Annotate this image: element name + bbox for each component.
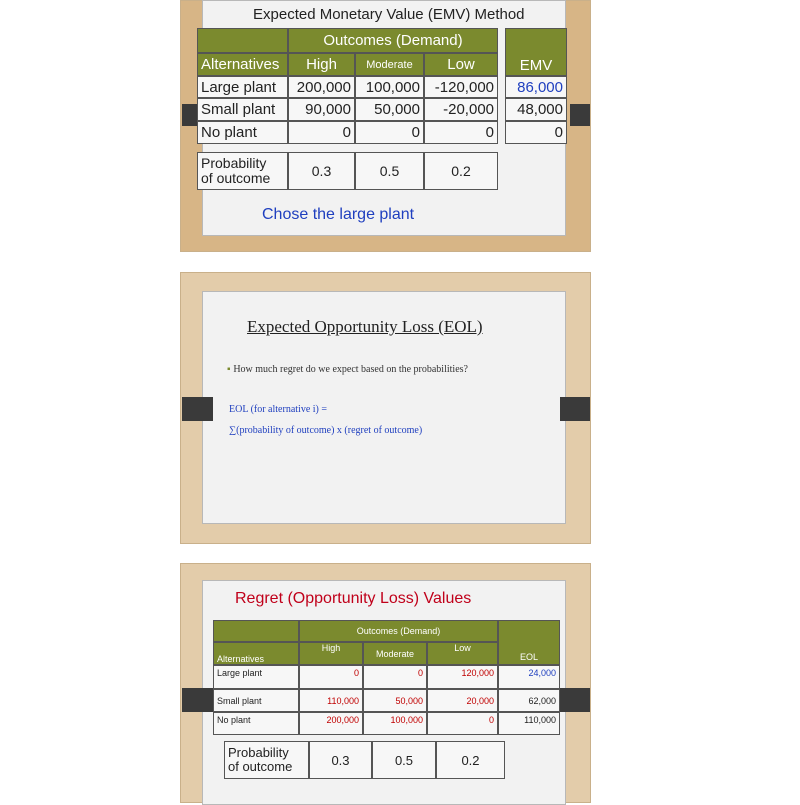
regret-outcomes-header: Outcomes (Demand): [299, 620, 498, 642]
eol-no-plant: 110,000: [498, 712, 560, 735]
slide-2-bullet-text: How much regret do we expect based on the probabilities?: [233, 364, 468, 375]
regret-probability-line1: Probability: [228, 745, 289, 760]
regret-probability-high: 0.3: [309, 741, 372, 779]
cell-small-high: 90,000: [288, 98, 355, 121]
emv-large-plant: 86,000: [505, 76, 567, 98]
regret-no-moderate: 100,000: [363, 712, 427, 735]
cell-large-low: -120,000: [424, 76, 498, 98]
outcomes-header: Outcomes (Demand): [288, 28, 498, 53]
slide-2: [202, 291, 566, 524]
regret-probability-line2: of outcome: [228, 759, 293, 774]
slide-2-left-tab: [182, 397, 213, 421]
probability-label-line2: of outcome: [201, 170, 271, 186]
probability-high: 0.3: [288, 152, 355, 190]
eol-formula-line2: ∑(probability of outcome) x (regret of outcome): [229, 425, 423, 436]
cell-large-moderate: 100,000: [355, 76, 424, 98]
regret-small-low: 20,000: [427, 689, 498, 712]
regret-small-moderate: 50,000: [363, 689, 427, 712]
slide-1-title: Expected Monetary Value (EMV) Method: [253, 6, 525, 23]
conclusion-text: Chose the large plant: [262, 206, 415, 223]
slide-3-title: Regret (Opportunity Loss) Values: [235, 590, 472, 607]
eol-small-plant: 62,000: [498, 689, 560, 712]
regret-alternatives-corner: [213, 620, 299, 642]
eol-large-plant: 24,000: [498, 665, 560, 689]
regret-probability-low: 0.2: [436, 741, 505, 779]
regret-col-moderate: Moderate: [363, 642, 427, 665]
regret-probability-label: [224, 741, 309, 779]
regret-no-high: 200,000: [299, 712, 363, 735]
slide-2-bullet: ▪ How much regret do we expect based on the probabilities?: [227, 364, 468, 375]
emv-header: EMV: [505, 56, 567, 76]
slide-1-right-tab: [570, 104, 590, 126]
eol-header: EOL: [498, 650, 560, 665]
slide-3-left-tab: [182, 688, 213, 712]
alternatives-corner: [197, 28, 288, 53]
cell-no-moderate: 0: [355, 121, 424, 144]
probability-moderate: 0.5: [355, 152, 424, 190]
regret-large-low: 120,000: [427, 665, 498, 689]
probability-label-line1: Probability: [201, 155, 267, 171]
slide-3-right-tab: [560, 688, 590, 712]
cell-no-high: 0: [288, 121, 355, 144]
col-header-low: Low: [424, 53, 498, 76]
row-label-no-plant: No plant: [197, 121, 288, 144]
regret-large-high: 0: [299, 665, 363, 689]
slide-2-title: Expected Opportunity Loss (EOL): [247, 317, 483, 336]
col-header-high: High: [288, 53, 355, 76]
cell-small-moderate: 50,000: [355, 98, 424, 121]
emv-no-plant: 0: [505, 121, 567, 144]
regret-row-large-plant: Large plant: [213, 665, 299, 689]
col-header-moderate: Moderate: [355, 53, 424, 76]
regret-row-no-plant: No plant: [213, 712, 299, 735]
slide-2-right-tab: [560, 397, 590, 421]
regret-row-small-plant: Small plant: [213, 689, 299, 712]
cell-small-low: -20,000: [424, 98, 498, 121]
cell-no-low: 0: [424, 121, 498, 144]
regret-probability-moderate: 0.5: [372, 741, 436, 779]
probability-label: [197, 152, 288, 190]
regret-large-moderate: 0: [363, 665, 427, 689]
alternatives-header: Alternatives: [197, 53, 288, 76]
emv-small-plant: 48,000: [505, 98, 567, 121]
regret-col-high: High: [299, 642, 363, 665]
eol-formula-line1: EOL (for alternative i) =: [229, 404, 328, 415]
regret-no-low: 0: [427, 712, 498, 735]
probability-low: 0.2: [424, 152, 498, 190]
row-label-small-plant: Small plant: [197, 98, 288, 121]
regret-col-low: Low: [427, 642, 498, 665]
row-label-large-plant: Large plant: [197, 76, 288, 98]
regret-alternatives-header: Alternatives: [213, 642, 299, 665]
regret-small-high: 110,000: [299, 689, 363, 712]
cell-large-high: 200,000: [288, 76, 355, 98]
